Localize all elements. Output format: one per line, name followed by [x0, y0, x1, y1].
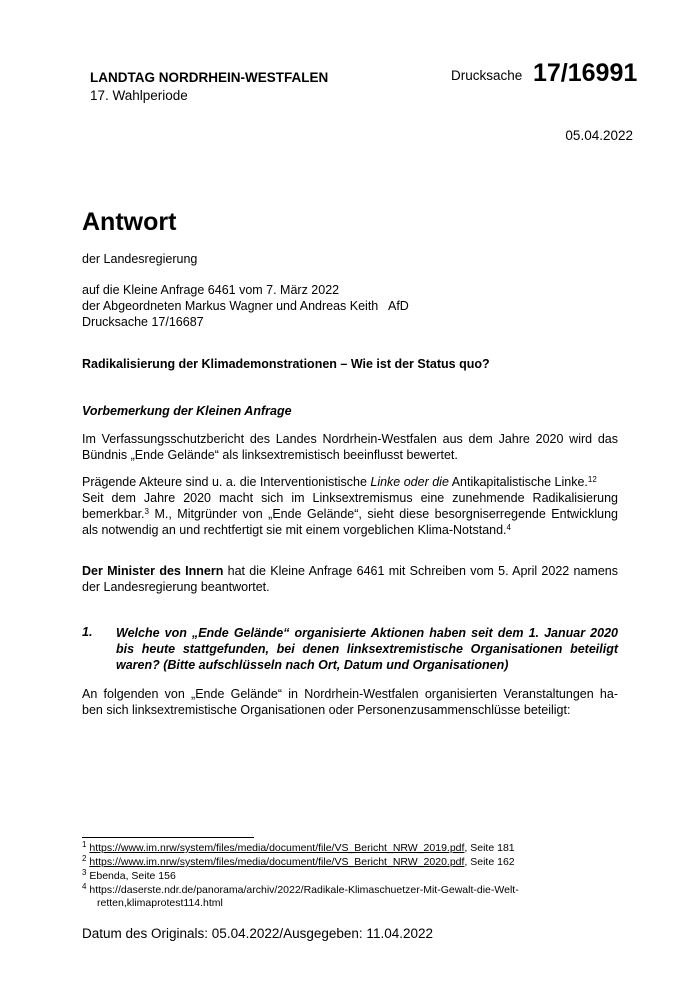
answer-line-2: ben sich linksextremistische Organisationen oder Personenzusammenschlüsse beteiligt: [82, 703, 571, 717]
p2-text-b: Antikapitalistische Linke. [448, 475, 588, 489]
footnote-1-page: , Seite 181 [464, 842, 515, 854]
preliminary-paragraph-1: Im Verfassungsschutzbericht des Landes Nordrhein-Westfalen aus dem Jahre 2020 wird das Bündnis „Ende Gelände“ als linksextremistisch beeinflusst bewertet. [82, 432, 618, 462]
footnote-2 [82, 856, 515, 869]
p2-line-1 [82, 474, 618, 490]
footnote-3-number: 3 [82, 868, 87, 877]
minister-text: hat die Kleine Anfrage 6461 mit Schreiben vom 5. April 2022 namens der Landesregierung beantwortet. [82, 564, 618, 594]
subject-heading: Radikalisierung der Klimademonstrationen – Wie ist der Status quo? [82, 357, 490, 371]
drucksache-label: Drucksache [451, 68, 523, 83]
footnote-2-page: , Seite 162 [464, 856, 515, 868]
footnote-4 [82, 884, 519, 897]
footnote-4-number: 4 [82, 882, 87, 891]
p2-text-a: Prägende Akteure sind u. a. die Interventionistische [82, 475, 371, 489]
document-date: 05.04.2022 [565, 128, 633, 143]
footnote-1-number: 1 [82, 840, 87, 849]
intro-line-deputies: der Abgeordneten Markus Wagner und Andreas Keith AfD [82, 299, 409, 313]
footnote-ref-12[interactable]: 12 [587, 475, 597, 484]
intro-line-drucksache: Drucksache 17/16687 [82, 315, 204, 329]
parliament-name: LANDTAG NORDRHEIN-WESTFALEN [90, 70, 329, 85]
p2-line-4-text: als notwendig an und rechtfertigt sie mit einem vorgeblichen Klima-Notstand. [82, 523, 507, 537]
preliminary-paragraph-2 [82, 474, 618, 538]
minister-paragraph [82, 563, 618, 595]
p2-line-3 [82, 506, 618, 522]
minister-name: Der Minister des Innern [82, 564, 224, 578]
footnote-ref-3[interactable]: 3 [144, 507, 149, 516]
footnote-1-link[interactable]: https://www.im.nrw/system/files/media/document/file/VS_Bericht_NRW_2019.pdf [89, 842, 465, 854]
footnote-3 [82, 870, 176, 883]
footnote-separator [82, 837, 254, 838]
intro-line-inquiry: auf die Kleine Anfrage 6461 vom 7. März 2022 [82, 283, 340, 297]
footnote-4-continued[interactable]: retten,klimaprotest114.html [97, 897, 223, 909]
p2-line-3b: M., Mitgründer von „Ende Gelände“, sieht diese besorgniserregende Entwicklung [148, 507, 618, 521]
footnote-4-link-line-1[interactable]: https://daserste.ndr.de/panorama/archiv/2022/Radikale-Klimaschuetzer-Mit-Gewalt-die-Welt- [89, 884, 519, 896]
drucksache-number: 17/16991 [533, 59, 638, 87]
document-footer: Datum des Originals: 05.04.2022/Ausgegeben: 11.04.2022 [82, 926, 433, 941]
footnote-3-text: Ebenda, Seite 156 [89, 870, 176, 882]
footnote-2-number: 2 [82, 854, 87, 863]
footnote-ref-4[interactable]: 4 [506, 523, 511, 532]
p2-line-3a: bemerkbar. [82, 507, 145, 521]
legislative-term: 17. Wahlperiode [90, 88, 188, 103]
question-number: 1. [82, 625, 93, 639]
page-title: Antwort [82, 208, 177, 236]
question-text: Welche von „Ende Gelände“ organisierte Aktionen haben seit dem 1. Januar 2020 bis heute stattgefunden, bei denen linksextremistische Organisationen beteiligt waren? (Bitte aufschlüsseln nach Ort, Datum und Organisationen) [116, 626, 618, 672]
footnote-1 [82, 842, 515, 855]
intro-line-government: der Landesregierung [82, 252, 198, 266]
p2-line-4 [82, 522, 618, 538]
p2-line-2: Seit dem Jahre 2020 macht sich im Linksextremismus eine zunehmende Radikalisierung [82, 491, 618, 505]
answer-paragraph [82, 686, 618, 718]
intro-block [82, 282, 618, 330]
preliminary-heading: Vorbemerkung der Kleinen Anfrage [82, 404, 292, 418]
footnote-2-link[interactable]: https://www.im.nrw/system/files/media/document/file/VS_Bericht_NRW_2020.pdf [89, 856, 465, 868]
p2-text-italic: Linke oder die [370, 475, 449, 489]
answer-line-1: An folgenden von „Ende Gelände“ in Nordrhein-Westfalen organisierten Veranstaltungen ha- [82, 687, 618, 701]
